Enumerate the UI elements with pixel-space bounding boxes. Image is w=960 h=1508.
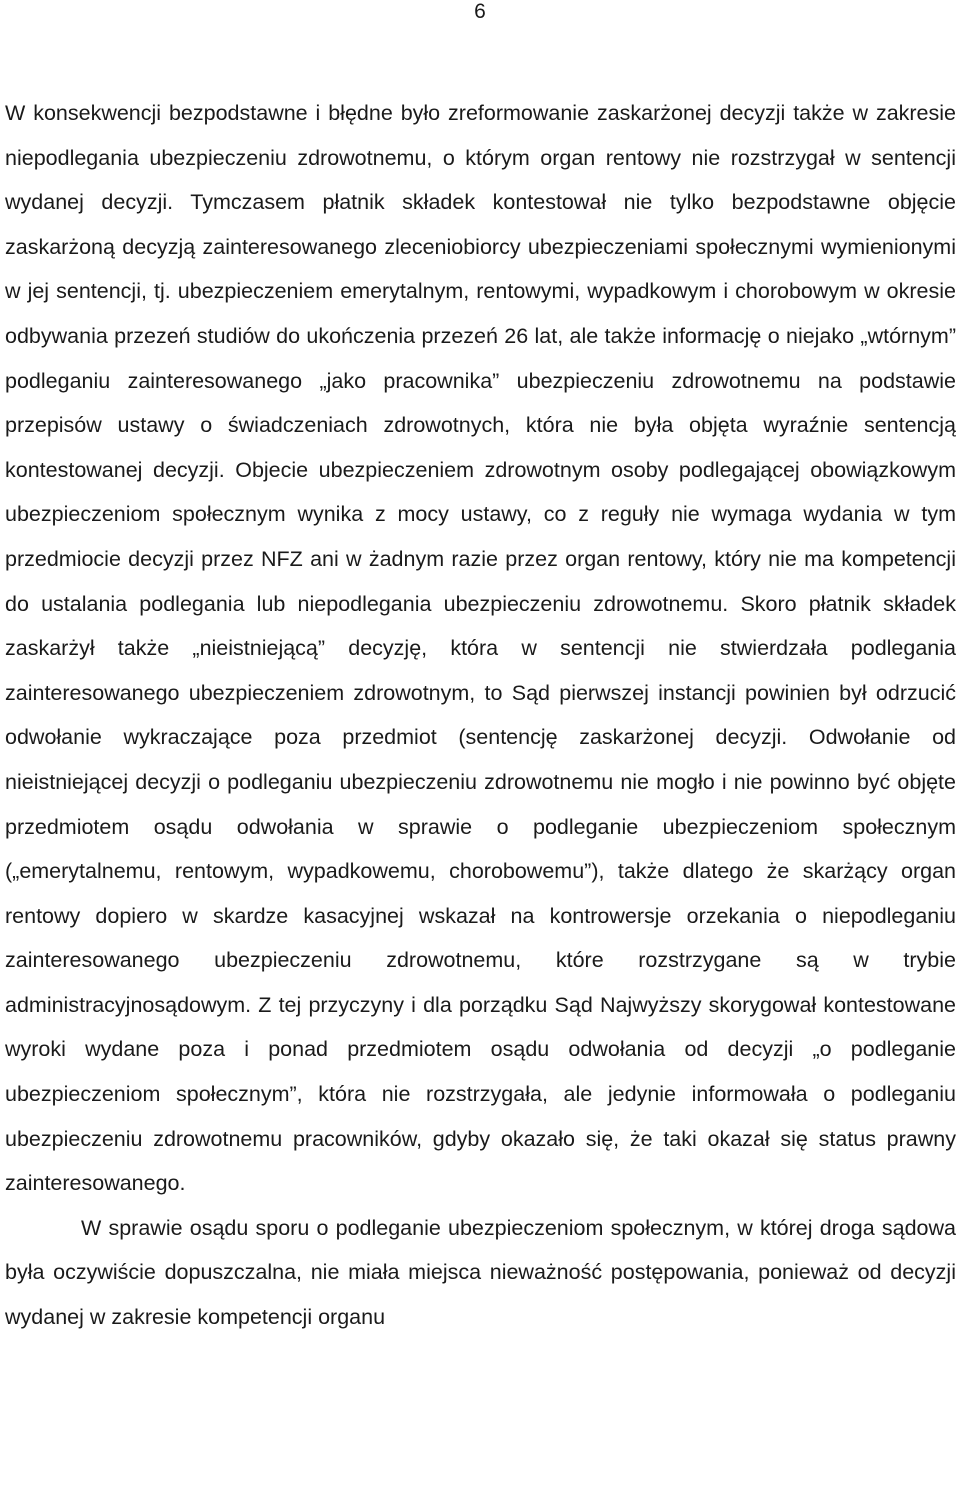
paragraph-1: W konsekwencji bezpodstawne i błędne było zreformowanie zaskarżonej decyzji także w zakresie niepodlegania ubezpieczeniu zdrowotnemu, o którym organ rentowy nie rozstrzygał w sentencji wydanej decyzji. Tymczasem płatnik składek kontestował nie tylko bezpodstawne objęcie zaskarżoną decyzją zainteresowanego zleceniobiorcy ubezpieczeniami społecznymi wymienionymi w jej sentencji, tj. ubezpieczeniem emerytalnym, rentowymi, wypadkowym i chorobowym w okresie odbywania przezeń studiów do ukończenia przezeń 26 lat, ale także informację o niejako „wtórnym” podleganiu zainteresowanego „jako pracownika” ubezpieczeniu zdrowotnemu na podstawie przepisów ustawy o świadczeniach zdrowotnych, która nie była objęta wyraźnie sentencją kontestowanej decyzji. Objecie ubezpieczeniem zdrowotnym osoby podlegającej obowiązkowym ubezpieczeniom społecznym wynika z mocy ustawy, co z reguły nie wymaga wydania w tym przedmiocie decyzji przez NFZ ani w żadnym razie przez organ rentowy, który nie ma kompetencji do ustalania podlegania lub niepodlegania ubezpieczeniu zdrowotnemu. Skoro płatnik składek zaskarżył także „nieistniejącą” decyzję, która w sentencji nie stwierdzała podlegania zainteresowanego ubezpieczeniem zdrowotnym, to Sąd pierwszej instancji powinien był odrzucić odwołanie wykraczające poza przedmiot (sentencję zaskarżonej decyzji. Odwołanie od nieistniejącej decyzji o podleganiu ubezpieczeniu zdrowotnemu nie mogło i nie powinno być objęte przedmiotem osądu odwołania w sprawie o podleganie ubezpieczeniom społecznym („emerytalnemu, rentowym, wypadkowemu, chorobowemu”), także dlatego że skarżący organ rentowy dopiero w skardze kasacyjnej wskazał na kontrowersje orzekania o niepodleganiu zainteresowanego ubezpieczeniu zdrowotnemu, które rozstrzygane są w trybie administracyjnosądowym. Z tej przyczyny i dla porządku Sąd Najwyższy skorygował kontestowane wyroki wydane poza i ponad przedmiotem osądu odwołania od decyzji „o podleganie ubezpieczeniom społecznym”, która nie rozstrzygała, ale jedynie informowała o podleganiu ubezpieczeniu zdrowotnemu pracowników, gdyby okazało się, że taki okazał się status prawny zainteresowanego. (5, 101, 956, 1196)
paragraph-2: W sprawie osądu sporu o podleganie ubezpieczeniom społecznym, w której droga sądowa była oczywiście dopuszczalna, nie miała miejsca nieważność postępowania, ponieważ od decyzji wydanej w zakresie kompetencji organu (5, 1215, 956, 1330)
page-number: 6 (474, 0, 486, 23)
document-body (5, 91, 956, 1340)
